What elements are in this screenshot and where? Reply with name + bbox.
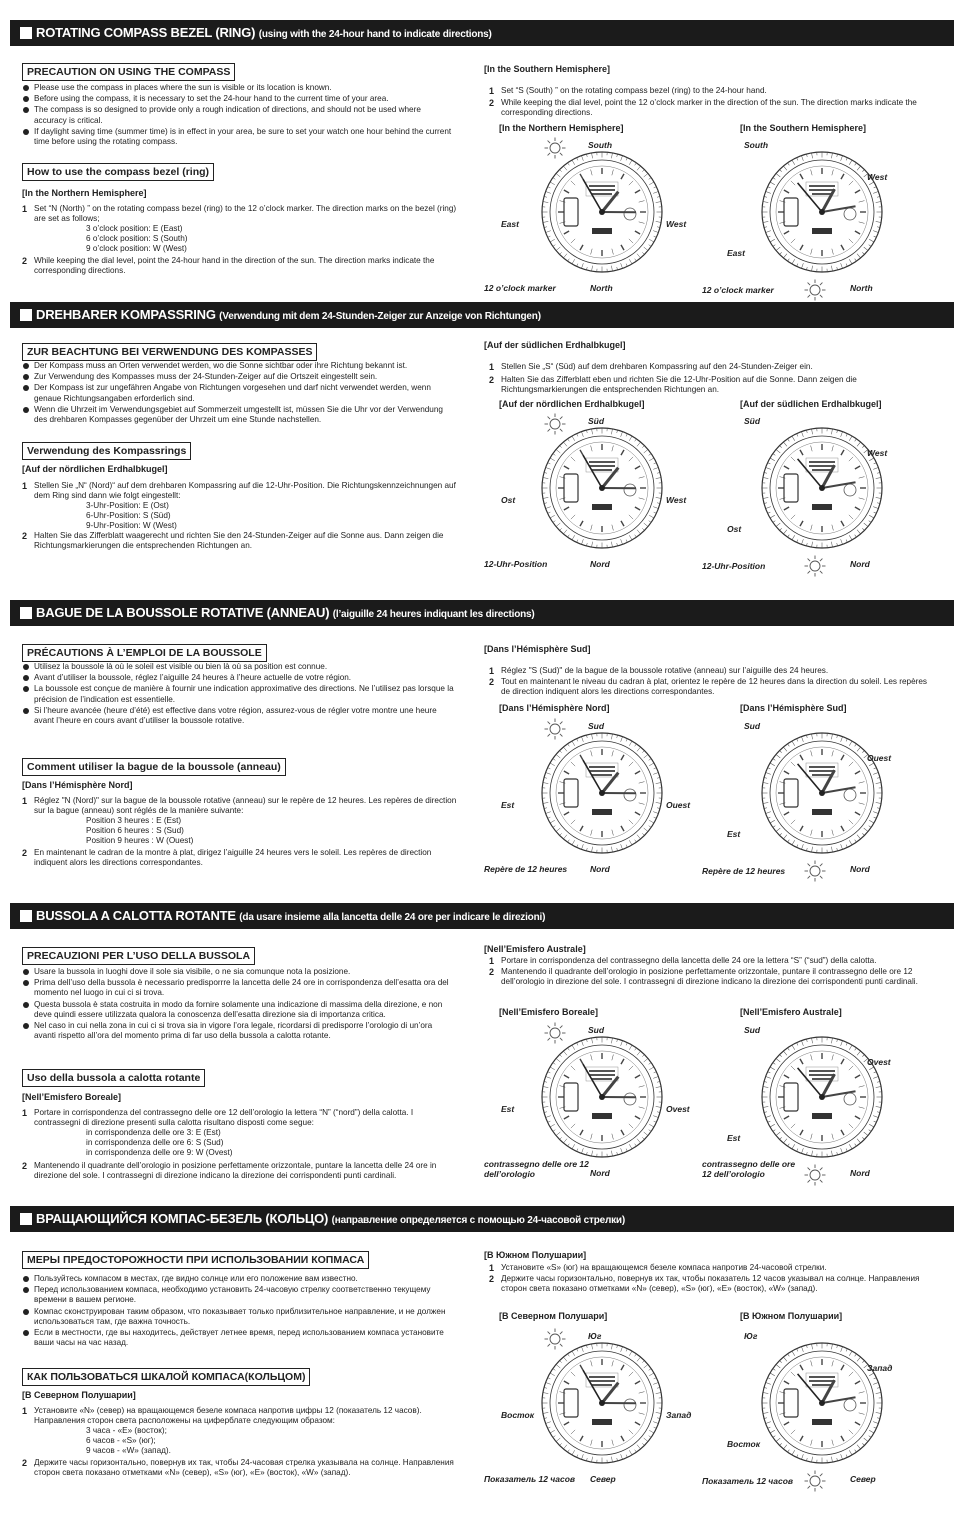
language-section — [0, 302, 954, 600]
sun-icon — [803, 859, 827, 883]
direction-label-marker: contrassegno delle ore 12 dell’orologio — [484, 1159, 589, 1179]
step-number: 2 — [22, 256, 28, 266]
direction-label-north: Nord — [590, 559, 610, 569]
north-step-2 — [22, 531, 458, 551]
precaution-item: Если в местности, где вы находитесь, действует летнее время, перед использованием компаса установите ваши часы на час назад. — [22, 1328, 454, 1348]
direction-position-line: 6 o’clock position: S (South) — [86, 234, 188, 243]
direction-position-line: in corrispondenza delle ore 6: S (Sud) — [86, 1138, 224, 1147]
section-title-main: DREHBARER KOMPASSRING — [36, 307, 216, 322]
precaution-heading: ZUR BEACHTUNG BEI VERWENDUNG DES KOMPASSES — [22, 343, 317, 361]
step-number: 2 — [489, 375, 495, 385]
precaution-item: Wenn die Uhrzeit im Verwendungsgebiet auf Sommerzeit umgestellt ist, müssen Sie die Uhr vor der Verwendung des drehbaren Kompasses gegenüber der Uhrzeit um eine Stunde nachstellen. — [22, 405, 454, 425]
section-title-main: BUSSOLA A CALOTTA ROTANTE — [36, 908, 236, 923]
bullet-square-icon — [20, 1213, 32, 1225]
step-number: 1 — [22, 481, 28, 491]
step-number: 2 — [489, 967, 495, 977]
step-number: 1 — [489, 956, 495, 966]
section-title-subtitle: (da usare insieme alla lancetta delle 24 ore per indicare le direzioni) — [239, 912, 546, 923]
step-number: 2 — [489, 677, 495, 687]
howto-heading: Comment utiliser la bague de la boussole (anneau) — [22, 758, 286, 776]
section-title — [36, 307, 541, 322]
direction-position-line: 9 часов - «W» (запад). — [86, 1446, 171, 1455]
step-number: 1 — [489, 666, 495, 676]
bullet-square-icon — [20, 607, 32, 619]
south-step-1-text: Set “S (South) ” on the rotating compass bezel (ring) to the 24-hour hand. — [501, 86, 767, 95]
north-step-1-text: Установите «N» (север) на вращающемся безеле компаса напротив цифры 12 (показатель 12 часов). Направления сторон света расположены на циферблате следующим образом: — [34, 1406, 422, 1425]
sun-icon — [803, 1469, 827, 1493]
direction-position-line: 3 o’clock position: E (East) — [86, 224, 183, 233]
precaution-item: Before using the compass, it is necessary to set the 24-hour hand to the current time of your area. — [22, 94, 454, 104]
section-title-main: BAGUE DE LA BOUSSOLE ROTATIVE (ANNEAU) — [36, 605, 330, 620]
compass-watch-south — [760, 731, 884, 855]
compass-watch-north — [540, 731, 664, 855]
south-step-1-text: Установите «S» (юг) на вращающемся безеле компаса напротив 24-часовой стрелки. — [501, 1263, 827, 1272]
direction-label-north: Nord — [850, 1168, 870, 1178]
direction-label-south: South — [744, 140, 769, 150]
figure-south-title: [Auf der südlichen Erdhalbkugel] — [740, 399, 882, 409]
precaution-item: Si l’heure avancée (heure d’été) est effective dans votre région, assurez-vous de régler votre montre une heure avant l’heure en cours avant d’utiliser la boussole rotative. — [22, 706, 454, 726]
section-title-subtitle: (l’aiguille 24 heures indiquant les directions) — [332, 609, 535, 620]
direction-label-west: Запад — [867, 1363, 893, 1373]
step-number: 2 — [22, 1161, 28, 1171]
direction-label-west: Ouest — [666, 800, 691, 810]
precaution-item: Utilisez la boussole là où le soleil est visible ou bien là où sa position est connue. — [22, 662, 454, 672]
direction-label-south: Süd — [588, 416, 605, 426]
direction-label-marker: 12-Uhr-Position — [702, 561, 766, 571]
direction-label-south: Sud — [588, 721, 605, 731]
south-step-2-text: Tout en maintenant le niveau du cadran à plat, orientez le repère de 12 heures dans la direction du soleil. Les repères de direction indiquent alors les directions correspondantes. — [501, 677, 928, 696]
northern-hemisphere-heading: [Dans l’Hémisphère Nord] — [22, 780, 133, 790]
south-step-1 — [489, 362, 933, 372]
north-step-1 — [22, 1406, 458, 1456]
section-title-bar — [10, 903, 954, 929]
figure-north-title: [Nell’Emisfero Boreale] — [499, 1007, 599, 1017]
direction-label-north: North — [850, 283, 873, 293]
section-title-bar — [10, 1206, 954, 1232]
direction-label-west: Запад — [666, 1410, 692, 1420]
howto-heading: How to use the compass bezel (ring) — [22, 163, 214, 181]
direction-label-south: Юг — [744, 1331, 758, 1341]
precaution-list — [22, 361, 454, 426]
sun-icon — [803, 1163, 827, 1187]
direction-label-south: Юг — [588, 1331, 602, 1341]
step-number: 1 — [22, 1108, 28, 1118]
sun-icon — [803, 554, 827, 578]
section-title-bar — [10, 600, 954, 626]
south-step-2 — [489, 967, 933, 987]
direction-label-north: North — [590, 283, 613, 293]
precaution-item: Der Kompass muss an Orten verwendet werden, wo die Sonne sichtbar oder ihre Richtung bekannt ist. — [22, 361, 454, 371]
direction-position-line: 9-Uhr-Position: W (West) — [86, 521, 177, 530]
section-title-main: ВРАЩАЮЩИЙСЯ КОМПАС-БЕЗЕЛЬ (КОЛЬЦО) — [36, 1211, 329, 1226]
direction-position-line: in corrispondenza delle ore 9: W (Ovest) — [86, 1148, 233, 1157]
direction-label-north: Север — [850, 1474, 876, 1484]
north-step-2-text: Mantenendo il quadrante dell’orologio in posizione perfettamente orizzontale, puntare la lancetta delle 24 ore in direzione del sole. I contrassegni di direzione indicano la direzione dei corrispondenti punti cardinali. — [34, 1161, 437, 1180]
direction-position-line: Position 9 heures : W (Ouest) — [86, 836, 194, 845]
step-number: 1 — [22, 1406, 28, 1416]
north-step-1-text: Set “N (North) ” on the rotating compass bezel (ring) to the 12 o’clock marker. The direction marks on the bezel (ring) are set as follows; — [34, 204, 457, 223]
direction-label-marker: Показатель 12 часов — [702, 1476, 794, 1486]
north-step-2 — [22, 256, 458, 276]
direction-label-marker: Показатель 12 часов — [484, 1474, 576, 1484]
howto-heading: Verwendung des Kompassrings — [22, 442, 191, 460]
precaution-item: Компас сконструирован таким образом, что показывает только приблизительное направление, и не должен использоваться там, где важна точность. — [22, 1307, 454, 1327]
figure-north-title: [Dans l’Hémisphère Nord] — [499, 703, 610, 713]
precaution-item: Prima dell’uso della bussola è necessario predisporrre la lancetta delle 24 ore in corrispondenza dell’esatta ora del momento nel luogo in cui ci si trova. — [22, 978, 454, 998]
north-step-1-text: Portare in corrispondenza del contrassegno delle ore 12 dell’orologio la lettera “N” (“nord”) della calotta. I contrassegni di direzione presenti sulla calotta risultano disposti come segue: — [34, 1108, 414, 1127]
direction-position-line: Position 6 heures : S (Sud) — [86, 826, 184, 835]
direction-label-east: Est — [501, 800, 515, 810]
direction-label-marker: Repère de 12 heures — [484, 864, 568, 874]
direction-label-north: Nord — [850, 864, 870, 874]
precaution-heading: МЕРЫ ПРЕДОСТОРОЖНОСТИ ПРИ ИСПОЛЬЗОВАНИИ КОПМАСА — [22, 1251, 369, 1269]
direction-label-east: Ost — [501, 495, 516, 505]
howto-heading: Uso della bussola a calotta rotante — [22, 1069, 205, 1087]
direction-label-east: Est — [727, 1133, 741, 1143]
precaution-item: Zur Verwendung des Kompasses muss der 24-Stunden-Zeiger auf die Ortszeit eingestellt sein. — [22, 372, 454, 382]
compass-watch-north — [540, 426, 664, 550]
southern-hemisphere-heading: [Nell’Emisfero Australe] — [484, 944, 586, 954]
precaution-item: Nel caso in cui nella zona in cui ci si trova sia in vigore l’ora legale, ricordarsi di predisporre l’orologio di un’ora avanti rispetto all’ora del momento prima di far uso della bussola a calotta rotante. — [22, 1021, 454, 1041]
section-title-bar — [10, 302, 954, 328]
figure-north-title: [In the Northern Hemisphere] — [499, 123, 624, 133]
direction-label-marker: 12 o’clock marker — [702, 285, 774, 295]
northern-hemisphere-heading: [Auf der nördlichen Erdhalbkugel] — [22, 464, 168, 474]
south-step-1-text: Réglez "S (Sud)" de la bague de la boussole rotative (anneau) sur l’aiguille des 24 heures. — [501, 666, 829, 675]
direction-label-east: Восток — [501, 1410, 535, 1420]
direction-position-line: in corrispondenza delle ore 3: E (Est) — [86, 1128, 221, 1137]
bullet-square-icon — [20, 309, 32, 321]
bullet-square-icon — [20, 910, 32, 922]
southern-hemisphere-heading: [Auf der südlichen Erdhalbkugel] — [484, 340, 626, 350]
direction-position-line: Position 3 heures : E (Est) — [86, 816, 182, 825]
direction-label-south: Süd — [744, 416, 761, 426]
precaution-item: Usare la bussola in luoghi dove il sole sia visibile, o ne sia comunque nota la posizione. — [22, 967, 454, 977]
southern-hemisphere-heading: [В Южном Полушарии] — [484, 1250, 587, 1260]
step-number: 1 — [489, 86, 495, 96]
northern-hemisphere-heading: [В Северном Полушарии] — [22, 1390, 136, 1400]
bullet-square-icon — [20, 27, 32, 39]
figure-south-title: [Nell’Emisfero Australe] — [740, 1007, 842, 1017]
direction-label-west: West — [867, 448, 888, 458]
north-step-1-text: Stellen Sie „N“ (Nord)“ auf dem drehbaren Kompassring auf die 12-Uhr-Position. Die Richtungskennzeichnungen auf dem Ring sind dann wie folgt eingestellt: — [34, 481, 456, 500]
north-step-1 — [22, 1108, 458, 1158]
compass-watch-north — [540, 1035, 664, 1159]
north-step-2 — [22, 848, 458, 868]
direction-label-east: Восток — [727, 1439, 761, 1449]
compass-watch-south — [760, 150, 884, 274]
precaution-item: La boussole est conçue de manière à fournir une indication approximative des directions. Ne l’utilisez pas lorsque la précision de l’indication est essentielle. — [22, 684, 454, 704]
north-step-2-text: While keeping the dial level, point the 24-hour hand in the direction of the sun. The direction marks indicate the corresponding directions. — [34, 256, 435, 275]
compass-watch-south — [760, 1035, 884, 1159]
south-step-1 — [489, 956, 933, 966]
north-step-2-text: Держите часы горизонтально, повернув их так, чтобы 24-часовая стрелка указывала на солнце. Направления сторон света показано отметками «N» (север), «S» (юг), «E» (восток), «W» (запад). — [34, 1458, 454, 1477]
precaution-item: If daylight saving time (summer time) is in effect in your area, be sure to set your watch one hour behind the current time before using the rotating compass. — [22, 127, 454, 147]
figure-north-title: [Auf der nördlichen Erdhalbkugel] — [499, 399, 645, 409]
precaution-list — [22, 1274, 454, 1349]
south-step-1 — [489, 1263, 933, 1273]
direction-position-line: 3 часа - «E» (восток); — [86, 1426, 167, 1435]
step-number: 1 — [489, 1263, 495, 1273]
section-title-bar — [10, 20, 954, 46]
south-step-2 — [489, 98, 933, 118]
direction-label-west: Ouest — [867, 753, 892, 763]
south-step-1-text: Portare in corrispondenza del contrassegno della lancetta delle 24 ore la lettera “S” (“sud”) della calotta. — [501, 956, 877, 965]
direction-label-east: East — [501, 219, 519, 229]
north-step-1-text: Réglez "N (Nord)" sur la bague de la boussole rotative (anneau) sur le repère de 12 heures. Les repères de direction sur la bague (anneau) sont réglés de la manière suivante: — [34, 796, 457, 815]
south-step-2 — [489, 375, 933, 395]
direction-label-marker: contrassegno delle ore 12 dell’orologio — [702, 1159, 796, 1179]
howto-heading: КАК ПОЛЬЗОВАТЬСЯ ШКАЛОЙ КОМПАСА(КОЛЬЦОМ) — [22, 1368, 310, 1386]
direction-label-west: West — [666, 219, 687, 229]
compass-watch-north — [540, 150, 664, 274]
north-step-1 — [22, 481, 458, 531]
north-step-2 — [22, 1161, 458, 1181]
precaution-item: Перед использованием компаса, необходимо установить 24-часовую стрелку соответственно текущему времени в вашем регионе. — [22, 1285, 454, 1305]
south-step-2 — [489, 1274, 933, 1294]
step-number: 2 — [489, 98, 495, 108]
language-section — [0, 903, 954, 1206]
direction-label-north: Nord — [850, 559, 870, 569]
figure-north-title: [В Северном Полушари] — [499, 1311, 608, 1321]
precaution-item: Please use the compass in places where the sun is visible or its location is known. — [22, 83, 454, 93]
south-step-2-text: Halten Sie das Zifferblatt eben und richten Sie die 12-Uhr-Position auf die Sonne. Dann zeigen die Richtungsmarkierungen die entsprechenden Richtungen an. — [501, 375, 857, 394]
direction-label-south: Sud — [744, 1025, 761, 1035]
precaution-item: Avant d’utiliser la boussole, réglez l’aiguille 24 heures à l’heure actuelle de votre région. — [22, 673, 454, 683]
figure-south-title: [Dans l’Hémisphère Sud] — [740, 703, 847, 713]
language-section — [0, 12, 954, 302]
step-number: 2 — [22, 848, 28, 858]
section-title-subtitle: (Verwendung mit dem 24-Stunden-Zeiger zur Anzeige von Richtungen) — [219, 311, 541, 322]
direction-label-south: Sud — [588, 1025, 605, 1035]
sun-icon — [803, 278, 827, 302]
direction-label-east: Est — [501, 1104, 515, 1114]
section-title-subtitle: (направление определяется с помощью 24-часовой стрелки) — [331, 1215, 625, 1226]
south-step-1 — [489, 666, 933, 676]
section-title — [36, 1211, 625, 1226]
precaution-heading: PRECAUTION ON USING THE COMPASS — [22, 63, 235, 81]
north-step-1 — [22, 796, 458, 846]
step-number: 2 — [22, 531, 28, 541]
step-number: 1 — [489, 362, 495, 372]
direction-position-line: 6-Uhr-Position: S (Süd) — [86, 511, 171, 520]
direction-label-east: Est — [727, 829, 741, 839]
southern-hemisphere-heading: [In the Southern Hemisphere] — [484, 64, 611, 74]
direction-label-marker: 12-Uhr-Position — [484, 559, 548, 569]
direction-label-west: West — [666, 495, 687, 505]
north-step-2-text: Halten Sie das Zifferblatt waagerecht und richten Sie den 24-Stunden-Zeiger auf die Sonne aus. Dann zeigen die Richtungsmarkierungen die entsprechenden Richtungen an. — [34, 531, 444, 550]
section-title — [36, 605, 535, 620]
direction-label-marker: Repère de 12 heures — [702, 866, 786, 876]
figure-south-title: [In the Southern Hemisphere] — [740, 123, 867, 133]
direction-position-line: 3-Uhr-Position: E (Ost) — [86, 501, 169, 510]
direction-label-south: South — [588, 140, 613, 150]
precaution-list — [22, 83, 454, 148]
direction-label-north: Nord — [590, 1168, 610, 1178]
direction-label-west: Ovest — [666, 1104, 690, 1114]
direction-position-line: 6 часов - «S» (юг); — [86, 1436, 156, 1445]
section-title-main: ROTATING COMPASS BEZEL (RING) — [36, 25, 256, 40]
direction-label-marker: 12 o’clock marker — [484, 283, 556, 293]
language-section — [0, 600, 954, 903]
precaution-list — [22, 662, 454, 727]
north-step-2 — [22, 1458, 458, 1478]
north-step-1 — [22, 204, 458, 254]
northern-hemisphere-heading: [Nell’Emisfero Boreale] — [22, 1092, 122, 1102]
step-number: 2 — [22, 1458, 28, 1468]
precaution-heading: PRECAUZIONI PER L’USO DELLA BUSSOLA — [22, 947, 255, 965]
precaution-item: Пользуйтесь компасом в местах, где видно солнце или его положение вам известно. — [22, 1274, 454, 1284]
direction-label-south: Sud — [744, 721, 761, 731]
step-number: 1 — [22, 796, 28, 806]
precaution-heading: PRÉCAUTIONS À L’EMPLOI DE LA BOUSSOLE — [22, 644, 267, 662]
direction-position-line: 9 o’clock position: W (West) — [86, 244, 187, 253]
south-step-2-text: Mantenendo il quadrante dell’orologio in posizione perfettamente orizzontale, puntare il contrassegno delle ore 12 dell’orologio in direzione del sole. I contrassegni di direzione indicano la direzione dei corrispondenti punti cardinali. — [501, 967, 918, 986]
compass-watch-north — [540, 1341, 664, 1465]
north-step-2-text: En maintenant le cadran de la montre à plat, dirigez l’aiguille 24 heures vers le soleil. Les repères de direction indiquent alors les directions correspondantes. — [34, 848, 432, 867]
direction-label-north: Север — [590, 1474, 616, 1484]
figure-south-title: [В Южном Полушарии] — [740, 1311, 843, 1321]
direction-label-west: West — [867, 172, 888, 182]
precaution-list — [22, 967, 454, 1042]
step-number: 1 — [22, 204, 28, 214]
southern-hemisphere-heading: [Dans l’Hémisphère Sud] — [484, 644, 591, 654]
language-section — [0, 1206, 954, 1518]
compass-watch-south — [760, 1341, 884, 1465]
south-step-2 — [489, 677, 933, 697]
precaution-item: The compass is so designed to provide only a rough indication of directions, and should not be used where accuracy is critical. — [22, 105, 454, 125]
direction-label-east: East — [727, 248, 745, 258]
northern-hemisphere-heading: [In the Northern Hemisphere] — [22, 188, 147, 198]
south-step-1 — [489, 86, 933, 96]
direction-label-east: Ost — [727, 524, 742, 534]
section-title — [36, 908, 545, 923]
south-step-2-text: Держите часы горизонтально, повернув их так, чтобы показатель 12 часов указывал на солнце. Направления сторон света показано отметками «N» (север), «S» (юг), «E» (восток), «W» (запад). — [501, 1274, 920, 1293]
section-title — [36, 25, 492, 40]
precaution-item: Questa bussola è stata costruita in modo da fornire solamente una indicazione di massima della direzione, e non deve quindi essere utilizzata qualora la conoscenza dell’esatta direzione sia di importanza critica. — [22, 1000, 454, 1020]
step-number: 2 — [489, 1274, 495, 1284]
direction-label-north: Nord — [590, 864, 610, 874]
direction-label-west: Ovest — [867, 1057, 891, 1067]
compass-watch-south — [760, 426, 884, 550]
south-step-1-text: Stellen Sie „S“ (Süd) auf dem drehbaren Kompassring auf den 24-Stunden-Zeiger ein. — [501, 362, 813, 371]
south-step-2-text: While keeping the dial level, point the 12 o’clock marker in the direction of the sun. The direction marks indicate the corresponding directions. — [501, 98, 917, 117]
precaution-item: Der Kompass ist zur ungefähren Angabe von Richtungen vorgesehen und darf nicht verwendet werden, wenn genaue Richtungsangaben erforderlich sind. — [22, 383, 454, 403]
section-title-subtitle: (using with the 24-hour hand to indicate directions) — [258, 29, 492, 40]
